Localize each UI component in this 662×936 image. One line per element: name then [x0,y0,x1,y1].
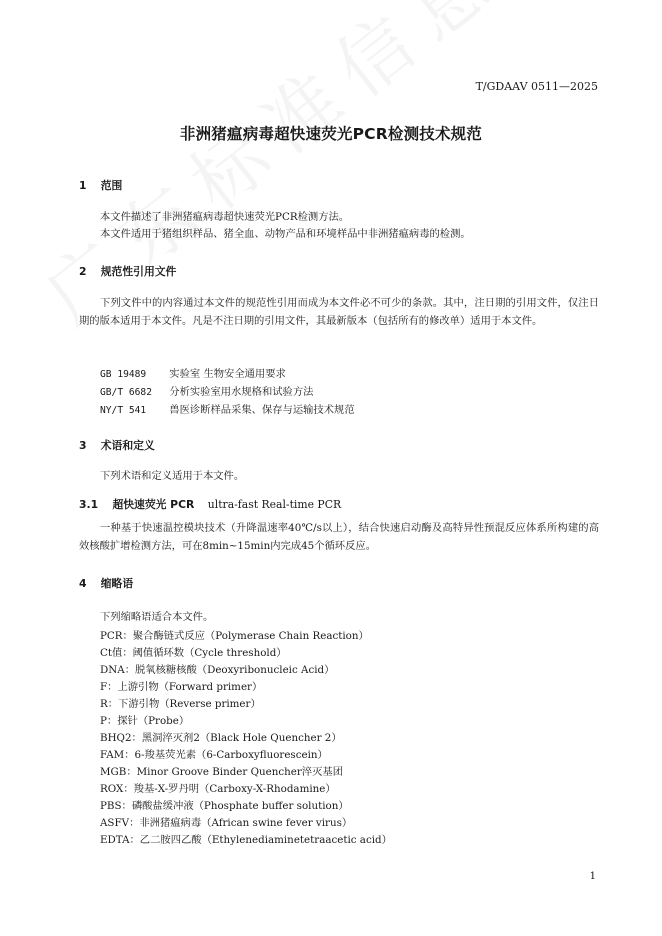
paragraph: 下列缩略语适合本文件。 [100,611,214,623]
term-english: ultra-fast Real-time PCR [207,498,342,511]
watermark [20,0,637,344]
reference-item [100,401,355,416]
reference-code: GB 19489 [100,369,147,380]
reference-code: NY/T 541 [100,405,147,416]
reference-name: 兽医诊断样品采集、保存与运输技术规范 [169,404,355,416]
abbreviation-item: EDTA：乙二胺四乙酸（Ethylenediaminetetraacetic acid） [100,834,392,846]
abbreviation-item: R：下游引物（Reverse primer） [100,698,261,710]
section-2-heading [79,264,176,279]
reference-item [100,365,286,380]
page-number: 1 [589,871,596,882]
section-3-heading [79,438,155,453]
section-number: 4 [79,577,87,590]
section-number: 3 [79,439,87,452]
abbreviation-item: F：上游引物（Forward primer） [100,681,263,693]
section-title: 范围 [100,179,123,192]
paragraph: 本文件适用于猪组织样品、猪全血、动物产品和环境样品中非洲猪瘟病毒的检测。 [100,228,471,240]
term-3-1-heading [79,497,341,512]
abbreviation-item: Ct值：阈值循环数（Cycle threshold） [100,647,287,659]
reference-code: GB/T 6682 [100,387,152,398]
reference-item [100,383,313,398]
term-definition: 一种基于快速温控模块技术（升降温速率40℃/s以上），结合快速启动酶及高特异性预混反应体系所构建的高效核酸扩增检测方法，可在8min~15min内完成45个循环反应。 [79,522,599,552]
section-number: 2 [79,265,87,278]
paragraph: 下列术语和定义适用于本文件。 [100,470,245,482]
term-chinese: 超快速荧光 PCR [112,498,195,511]
term-number: 3.1 [79,498,99,511]
document-title: 非洲猪瘟病毒超快速荧光PCR检测技术规范 [179,125,483,143]
abbreviation-item: FAM：6-羧基荧光素（6-Carboxyfluorescein） [100,749,328,761]
abbreviation-item: PCR：聚合酶链式反应（Polymerase Chain Reaction） [100,630,369,642]
paragraph: 下列文件中的内容通过本文件的规范性引用而成为本文件必不可少的条款。其中，注日期的引用文件，仅注日期的版本适用于本文件。凡是不注日期的引用文件，其最新版本（包括所有的修改单）适用于本文件。 [79,297,599,327]
reference-name: 分析实验室用水规格和试验方法 [169,386,314,398]
paragraph: 本文件描述了非洲猪瘟病毒超快速荧光PCR检测方法。 [100,211,350,223]
section-1-heading [79,178,122,193]
section-4-heading [79,576,133,591]
abbreviation-item: ASFV：非洲猪瘟病毒（African swine fever virus） [100,817,353,829]
abbreviation-item: P：探针（Probe） [100,715,190,727]
abbreviation-item: PBS：磷酸盐缓冲液（Phosphate buffer solution） [100,800,349,812]
abbreviation-item: ROX：羧基-X-罗丹明（Carboxy-X-Rhodamine） [100,783,336,795]
reference-name: 实验室 生物安全通用要求 [169,368,286,380]
abbreviation-item: BHQ2：黑洞淬灭剂2（Black Hole Quencher 2） [100,732,342,744]
abbreviation-item: MGB：Minor Groove Binder Quencher淬灭基团 [100,766,343,778]
abbreviation-item: DNA：脱氧核糖核酸（Deoxyribonucleic Acid） [100,664,335,676]
section-title: 缩略语 [100,577,134,590]
section-title: 规范性引用文件 [100,265,177,278]
section-title: 术语和定义 [100,439,155,452]
standard-number: T/GDAAV 0511—2025 [475,80,598,93]
section-number: 1 [79,179,87,192]
